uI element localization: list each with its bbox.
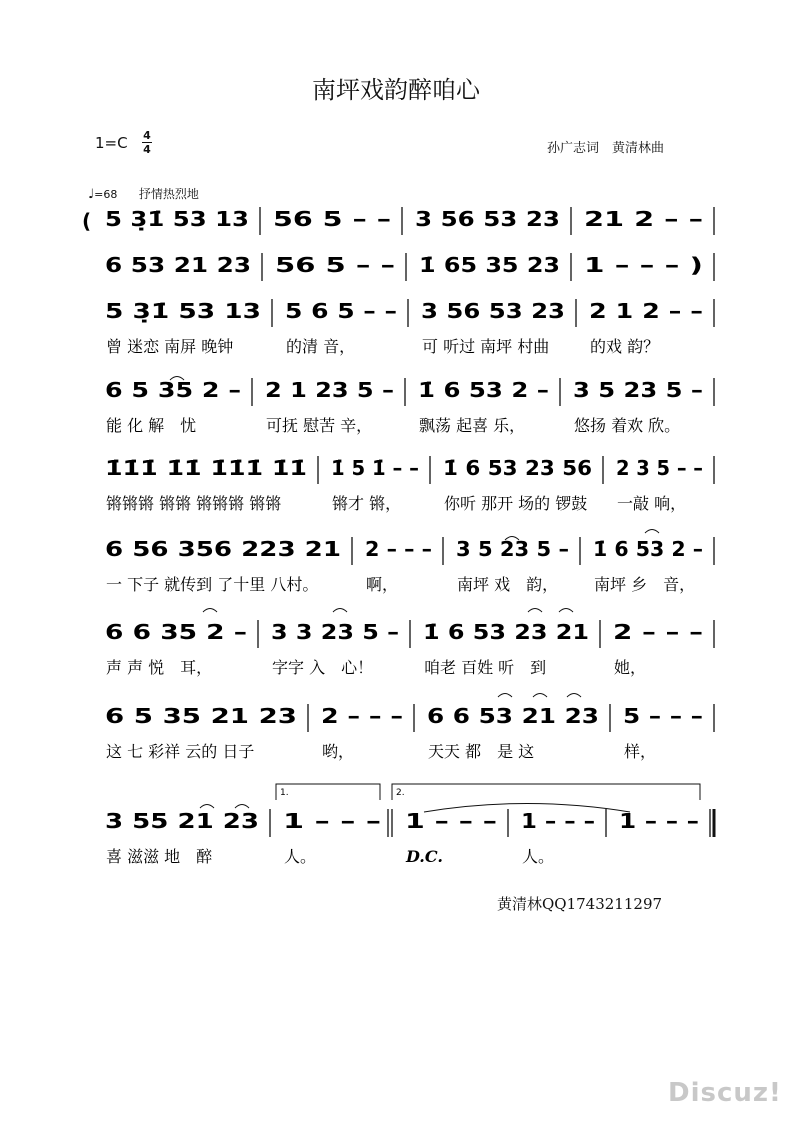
measure-notes: 3 5 23 5 –	[456, 537, 569, 561]
tie-slur	[333, 609, 347, 613]
measure-notes: 3 5 23 5 –	[573, 378, 703, 402]
measure-notes: 2 – – –	[613, 620, 703, 644]
time-signature-bottom: 4	[143, 143, 151, 156]
measure-notes: 6 5 35 21 23	[105, 704, 297, 728]
lyric-text: 啊，	[366, 575, 399, 594]
tie-slur	[559, 609, 573, 613]
lyric-text: 天天 都 是 这	[428, 742, 535, 761]
lyric-text: 这 七 彩祥 云的 日子	[106, 742, 255, 761]
tempo-expression: 抒情热烈地	[138, 187, 199, 201]
measure-notes: 1̇ 5 1̇ – –	[331, 456, 419, 480]
measure-notes: 3 56 53 23	[421, 299, 565, 323]
measure-notes: 2 – – –	[321, 704, 403, 728]
lyric-text: 飘荡 起喜 乐，	[419, 416, 526, 435]
lyric-text: 一敲 响，	[617, 494, 687, 513]
tempo-value: =68	[94, 188, 118, 201]
volta-bracket-2	[392, 784, 700, 800]
lyric-text: 人。	[284, 847, 317, 866]
measure-notes: 1 – – –	[405, 809, 497, 833]
lyric-text: D.C.	[406, 847, 443, 866]
lyric-text: 曾 迷恋 南屏 晚钟	[106, 337, 234, 356]
volta-label-2: 2.	[396, 788, 405, 798]
tie-slur	[498, 694, 512, 698]
measure-notes: 1̇ 65 35 23	[419, 253, 560, 277]
lyric-text: 悠扬 着欢 欣。	[574, 416, 681, 435]
lyric-text: 你听 那开 场的 锣鼓	[444, 494, 588, 513]
lyric-text: 声 声 悦 耳，	[106, 658, 213, 677]
quarter-note-icon: ♩	[88, 187, 95, 202]
measure-notes: 5 6 5 – –	[285, 299, 397, 323]
measure-notes: 6 56 356 223 21	[105, 537, 341, 561]
measure-notes: 1̇ 6 53 2 –	[418, 378, 549, 402]
measure-notes: 1̇ 6 53 2 –	[593, 537, 703, 561]
measure-notes: 6 6 53 21 23	[427, 704, 599, 728]
tie-slur	[533, 694, 547, 698]
lyric-text: 人。	[522, 847, 555, 866]
measure-notes: 2 3 5 – –	[616, 456, 703, 480]
measure-notes: 56 5 – –	[275, 253, 395, 277]
volta-bracket-1	[276, 784, 380, 800]
volta-label-1: 1.	[280, 788, 289, 798]
repeat-open-paren: (	[82, 209, 92, 233]
tie-slur	[528, 609, 542, 613]
lyric-text: 哟，	[322, 742, 355, 761]
measure-notes: 1 – – –	[619, 809, 699, 833]
measure-notes: 56 5 – –	[273, 207, 391, 231]
lyric-text: 的清 音，	[286, 337, 356, 356]
tie-slur	[200, 805, 214, 809]
lyric-text: 她，	[614, 658, 647, 677]
lyric-text: 南坪 戏 韵，	[457, 575, 559, 594]
measure-notes: 1 – – – )	[584, 253, 703, 277]
page-title: 南坪戏韵醉咱心	[312, 76, 480, 104]
measure-notes: 1 – – –	[283, 809, 381, 833]
measure-notes: 1 – – –	[521, 809, 595, 833]
measure-notes: 21 2 – –	[584, 207, 703, 231]
tie-slur	[645, 530, 659, 534]
lyric-text: 的戏 韵？	[590, 337, 660, 356]
key-signature: 1=C	[95, 134, 128, 152]
measure-notes: 3 55 21 23	[105, 809, 259, 833]
lyric-text: 一 下子 就传到 了十里 八村。	[106, 575, 319, 594]
measure-notes: 2 – – –	[365, 537, 432, 561]
measure-notes: 6 6 35 2 –	[105, 620, 247, 644]
lyric-text: 样，	[624, 742, 657, 761]
measure-notes: 2 1 2 – –	[589, 299, 703, 323]
measure-notes: 3 3 23 5 –	[271, 620, 399, 644]
measure-notes: 1̇1̇1̇ 1̇1̇ 1̇1̇1̇ 1̇1̇	[105, 456, 307, 480]
lyric-text: 字字 入 心！	[272, 658, 374, 677]
measure-notes: 1̇ 6 53 23 56	[443, 456, 592, 480]
lyric-text: 南坪 乡 音，	[594, 575, 696, 594]
lyric-text: 能 化 解 忧	[106, 416, 197, 435]
lyric-text: 锵才 锵，	[332, 494, 402, 513]
measure-notes: 6 5 35 2 –	[105, 378, 241, 402]
tie-slur	[203, 609, 217, 613]
lyric-text: 喜 滋滋 地 醉	[106, 847, 213, 866]
credits: 孙广志词 黄清林曲	[547, 141, 665, 156]
measure-notes: 5 3̣1̇ 53 13	[105, 207, 249, 231]
measure-notes: 3 56 53 23	[415, 207, 560, 231]
watermark: Discuz!	[668, 1078, 782, 1108]
measure-notes: 5 3̣1̇ 53 13	[105, 299, 261, 323]
lyric-text: 可 听过 南坪 村曲	[422, 337, 550, 356]
measure-notes: 2 1 23 5 –	[265, 378, 394, 402]
lyric-text: 锵锵锵 锵锵 锵锵锵 锵锵	[106, 494, 282, 513]
measure-notes: 6 53 21 23	[105, 253, 251, 277]
measure-notes: 5 – – –	[623, 704, 703, 728]
measure-notes: 1̇ 6 53 23 21	[423, 620, 589, 644]
lyric-text: 咱老 百姓 听 到	[424, 658, 547, 677]
tie-slur	[235, 805, 249, 809]
tie-slur	[567, 694, 581, 698]
lyric-text: 可抚 慰苦 辛，	[266, 416, 373, 435]
author-contact: 黄清林QQ1743211297	[497, 895, 663, 913]
time-signature-top: 4	[143, 129, 151, 142]
